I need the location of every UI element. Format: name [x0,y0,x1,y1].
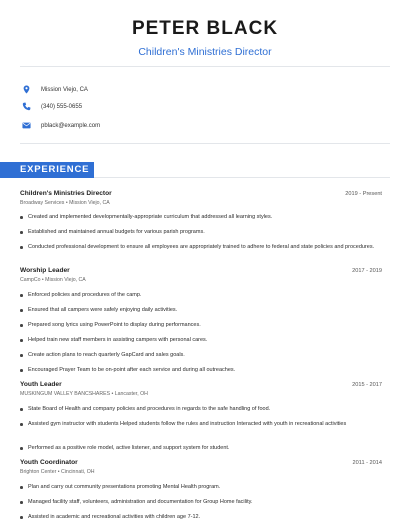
bullet-item: Established and maintained annual budgets for various parish programs. [20,228,382,237]
contact-divider [20,143,390,144]
job-entry [20,459,382,475]
contact-location-text: Mission Viejo, CA [41,86,88,93]
contact-phone-text: (340) 555-0655 [41,103,83,110]
location-pin-icon [22,85,31,94]
contact-email-text: pblack@example.com [41,122,101,129]
bullet-item: Managed facility staff, volunteers, administration and documentation for Group Home facility. [20,498,382,507]
experience-section-rule [94,177,390,178]
candidate-name: PETER BLACK [131,18,279,39]
bullet-item: Assisted in academic and recreational activities with children age 7-12. [20,513,382,522]
job-dates: 2011 - 2014 [352,460,382,466]
bullet-item: Helped train new staff members in assisting campers with personal cares. [20,336,382,345]
job-employer: CampCo • Mission Viejo, CA [20,277,86,283]
job-dates: 2017 - 2019 [352,268,382,274]
bullet-item: Ensured that all campers were safely enjoying daily activities. [20,306,382,315]
job-title: Worship Leader [20,267,70,274]
envelope-icon [22,121,31,130]
job-employer: Broadway Services • Mission Viejo, CA [20,200,110,206]
contact-phone [22,102,82,111]
contact-email [22,121,100,130]
bullet-item: Performed as a positive role model, active listener, and support system for student. [20,444,382,453]
job-title: Youth Coordinator [20,459,78,466]
experience-section-heading: EXPERIENCE [0,162,94,178]
bullet-item: Enforced policies and procedures of the camp. [20,291,382,300]
phone-icon [22,102,31,111]
resume-header [0,0,410,58]
job-entry [20,381,382,397]
bullet-item: State Board of Health and company policies and procedures in regards to the safe handling of food. [20,405,382,414]
job-employer: Brighton Center • Cincinnati, OH [20,469,95,475]
bullet-item: Created and implemented developmentally-appropriate curriculum that addressed all learning styles. [20,213,382,222]
job-title: Children's Ministries Director [20,190,112,197]
bullet-item: Plan and carry out community presentations promoting Mental Health program. [20,483,382,492]
candidate-title: Children's Ministries Director [138,46,272,58]
bullet-item: Conducted professional development to ensure all employees are appropriately trained to adhere to federal and state policies and procedures. [20,243,382,252]
bullet-item: Assisted gym instructor with students Helped students follow the rules and instruction Interacted with youth in recreational activities [20,420,382,429]
job-employer: MUSKINGUM VALLEY BANCSHARES • Lancaster, OH [20,391,148,397]
bullet-item: Prepared song lyrics using PowerPoint to display during performances. [20,321,382,330]
bullet-item: Create action plans to reach quarterly GapCard and sales goals. [20,351,382,360]
job-title: Youth Leader [20,381,62,388]
job-entry [20,190,382,206]
bullet-item: Encouraged Prayer Team to be on-point after each service and during all outreaches. [20,366,382,375]
job-entry [20,267,382,283]
job-dates: 2015 - 2017 [352,382,382,388]
contact-location [22,85,88,94]
header-divider [20,66,390,67]
job-dates: 2019 - Present [345,191,382,197]
